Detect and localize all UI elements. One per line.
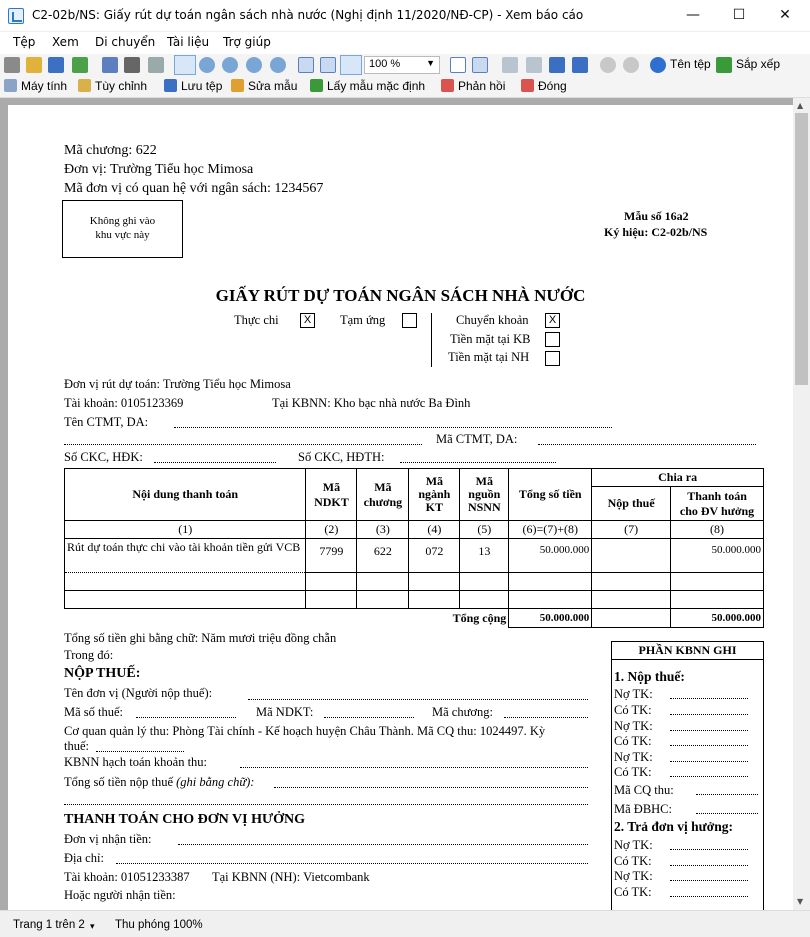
kbnn-dots (670, 761, 748, 762)
last-page-icon[interactable] (572, 57, 588, 73)
back-icon[interactable] (600, 57, 616, 73)
row-pay: 50.000.000 (671, 539, 764, 573)
tax-amount-label (64, 775, 254, 790)
option-cash-kb-label: Tiền mặt tại KB (450, 332, 531, 346)
header-source (460, 469, 509, 521)
save-icon[interactable] (48, 57, 64, 73)
header-sector (409, 469, 460, 521)
row-chapter: 622 (357, 539, 409, 573)
payer-name-dots (248, 699, 588, 700)
tax-authority: Cơ quan quản lý thu: Phòng Tài chính - Kế hoạch huyện Châu Thành. Mã CQ thu: 1024497. Kỳ (64, 724, 546, 738)
default-template-label: Lấy mẫu mặc định (327, 79, 426, 93)
option-divider (431, 313, 432, 367)
row-total: 50.000.000 (509, 539, 592, 573)
kbnn-no-3: Nợ TK: (614, 750, 653, 764)
zoom-tool-icon[interactable] (199, 57, 215, 73)
kbnn-co-1: Có TK: (614, 703, 652, 717)
kbnn-no-2: Nợ TK: (614, 719, 653, 733)
header-ndkt-1: Mã (322, 479, 341, 494)
header-pay-2: cho ĐV hưởng (679, 503, 755, 518)
row-ndkt: 7799 (306, 539, 357, 573)
tax-chapter-dots (504, 717, 588, 718)
page-dropdown-icon[interactable]: ▾ (90, 921, 95, 931)
header-source-1: Mã (475, 474, 493, 488)
header-chapter (357, 469, 409, 521)
menu-view[interactable]: Xem (52, 35, 79, 49)
kbnn-dots (696, 794, 758, 795)
col-num-3: (3) (357, 521, 409, 539)
account-number: Tài khoản: 0105123369 (64, 396, 184, 410)
zoom-out-icon[interactable] (246, 57, 262, 73)
row-sector: 072 (409, 539, 460, 573)
whole-page-icon[interactable] (320, 57, 336, 73)
kbnn-sec2: 2. Trả đơn vị hưởng: (614, 819, 733, 834)
header-chapter-2: chương (363, 494, 403, 509)
menu-help[interactable]: Trợ giúp (223, 35, 271, 49)
tax-amount-dots (274, 787, 588, 788)
page-indicator[interactable]: Trang 1 trên 2 (13, 919, 85, 931)
payment-table (64, 468, 764, 628)
receiver-dots (178, 844, 588, 845)
zoom-select[interactable] (364, 56, 440, 74)
tax-section-title: NỘP THUẾ: (64, 666, 141, 681)
edit-icon (231, 79, 244, 92)
customize-icon (78, 79, 91, 92)
ckc-hdk-label: Số CKC, HĐK: (64, 450, 143, 464)
single-page-icon[interactable] (450, 57, 466, 73)
header-ndkt (306, 469, 357, 521)
header-pay (671, 487, 764, 521)
kbnn-sec1: 1. Nộp thuế: (614, 669, 685, 684)
close-button[interactable]: ✕ (779, 7, 791, 23)
tax-period-label: thuế: (64, 739, 89, 753)
status-bar (0, 910, 810, 937)
header-sector-3: KT (425, 500, 444, 514)
toolbar-actions (0, 76, 810, 98)
edit-template-label: Sửa mẫu (248, 79, 298, 93)
sum-pay: 50.000.000 (671, 609, 764, 628)
actual-size-icon[interactable] (340, 55, 362, 75)
form-code: Ký hiệu: C2-02b/NS (604, 225, 708, 239)
sum-label: Tổng cộng (65, 609, 509, 628)
first-page-icon[interactable] (502, 57, 518, 73)
next-page-icon[interactable] (549, 57, 565, 73)
find-icon[interactable] (124, 57, 140, 73)
option-cash-nh-checkbox (545, 351, 560, 366)
option-actual-label: Thực chi (234, 313, 279, 327)
scroll-up-icon[interactable]: ▲ (797, 101, 804, 110)
receiver-bank: Tại KBNN (NH): Vietcombank (212, 870, 370, 884)
col-num-6: (6)=(7)+(8) (509, 521, 592, 539)
menu-navigate[interactable]: Di chuyển (95, 35, 156, 49)
chevron-down-icon: ▼ (426, 58, 435, 68)
info-icon[interactable] (650, 57, 666, 73)
kbnn-dots (670, 745, 748, 746)
header-source-2: nguồn (468, 487, 501, 501)
unit-name: Đơn vị: Trường Tiểu học Mimosa (64, 162, 254, 177)
ctmt-name-dots (174, 427, 612, 428)
receiver-label: Đơn vị nhận tiền: (64, 832, 152, 846)
tax-code-dots (136, 717, 236, 718)
col-num-5: (5) (460, 521, 509, 539)
or-person-label: Hoặc người nhận tiền: (64, 888, 176, 902)
unit-code: Mã đơn vị có quan hệ với ngân sách: 1234567 (64, 181, 324, 196)
previous-page-icon[interactable] (526, 57, 542, 73)
kbnn-no-1: Nợ TK: (614, 687, 653, 701)
header-sector-1: Mã (425, 474, 444, 488)
feedback-button[interactable] (441, 79, 505, 93)
option-cash-nh-label: Tiền mặt tại NH (448, 350, 530, 364)
table-row (65, 591, 764, 609)
form-number: Mẫu số 16a2 (624, 209, 689, 223)
kbnn-co-5: Có TK: (614, 885, 652, 899)
col-num-7: (7) (592, 521, 671, 539)
kbnn-dots (670, 714, 748, 715)
kbnn-dots (670, 896, 748, 897)
ctmt-code-dots (538, 444, 756, 445)
save-file-label: Lưu tệp (181, 79, 223, 93)
kbnn-account-dots (240, 767, 588, 768)
feedback-label: Phản hồi (458, 79, 506, 93)
tax-period-dots (96, 751, 184, 752)
header-content: Nội dung thanh toán (65, 469, 306, 521)
report-viewport[interactable] (0, 98, 793, 910)
ctmt-line-dots (64, 444, 422, 445)
header-sector-2: ngành (418, 487, 451, 501)
ctmt-code-label: Mã CTMT, DA: (436, 432, 518, 446)
option-advance-label: Tạm ứng (340, 313, 386, 327)
payer-name-label: Tên đơn vị (Người nộp thuế): (64, 686, 213, 700)
address-dots (116, 863, 588, 864)
menu-bar (0, 32, 810, 54)
zoom-indicator: Thu phóng 100% (115, 919, 203, 931)
row-content: Rút dự toán thực chi vào tài khoản tiền gửi VCB (65, 539, 306, 573)
row-source: 13 (460, 539, 509, 573)
header-tax: Nộp thuế (592, 487, 671, 521)
receiver-account: Tài khoản: 01051233387 (64, 870, 190, 884)
no-write-line1: Không ghi vào (89, 215, 156, 227)
vertical-scrollbar[interactable] (793, 98, 810, 910)
option-transfer-checkbox: X (545, 313, 560, 328)
printer-label: Máy tính (21, 79, 68, 93)
tax-chapter-label: Mã chương: (432, 705, 493, 719)
option-actual-checkbox: X (300, 313, 315, 328)
undo-icon (310, 79, 323, 92)
close-report-label: Đóng (538, 79, 567, 93)
window-title: C2-02b/NS: Giấy rút dự toán ngân sách nhà nước (Nghị định 11/2020/NĐ-CP) - Xem báo cáo (32, 8, 584, 22)
thumbnails-icon[interactable] (102, 57, 118, 73)
tax-ndkt-dots (324, 717, 414, 718)
filename-button[interactable]: Tên tệp (670, 57, 711, 71)
kbnn-co-4: Có TK: (614, 854, 652, 868)
pay-section-title: THANH TOÁN CHO ĐƠN VỊ HƯỞNG (64, 812, 306, 827)
option-advance-checkbox (402, 313, 417, 328)
kbnn-dbhc: Mã ĐBHC: (614, 802, 672, 816)
menu-file[interactable]: Tệp (13, 35, 36, 49)
printer-button[interactable] (4, 79, 67, 93)
col-num-2: (2) (306, 521, 357, 539)
no-write-box (62, 200, 183, 258)
sum-total: 50.000.000 (509, 609, 592, 628)
ckc-hdk-dots (154, 462, 276, 463)
forward-icon[interactable] (623, 57, 639, 73)
address-label: Địa chỉ: (64, 851, 104, 865)
table-row (65, 573, 764, 591)
header-pay-1: Thanh toán (687, 488, 747, 503)
sort-button[interactable]: Sắp xếp (736, 57, 781, 71)
zoom-value: 100 % (369, 58, 401, 70)
option-cash-kb-checkbox (545, 332, 560, 347)
header-ndkt-2: NDKT (314, 494, 349, 509)
header-split: Chia ra (592, 469, 764, 487)
zoom-rect-icon[interactable] (270, 57, 286, 73)
export-icon[interactable] (72, 57, 88, 73)
document-title: GIẤY RÚT DỰ TOÁN NGÂN SÁCH NHÀ NƯỚC (215, 286, 586, 305)
kbnn-dots (696, 813, 758, 814)
minimize-button[interactable]: — (686, 7, 700, 23)
page-width-icon[interactable] (298, 57, 314, 73)
tax-amount-dots-2 (64, 804, 588, 805)
header-source-3: NSNN (467, 500, 501, 514)
save-file-icon (164, 79, 177, 92)
kbnn-dots (670, 880, 748, 881)
default-template-button[interactable] (310, 79, 425, 93)
kbnn-box-header: PHẦN KBNN GHI (612, 642, 763, 660)
withdraw-unit: Đơn vị rút dự toán: Trường Tiểu học Mimosa (64, 377, 291, 391)
feedback-icon (441, 79, 454, 92)
sort-icon[interactable] (716, 57, 732, 73)
col-num-4: (4) (409, 521, 460, 539)
close-report-button[interactable] (521, 79, 567, 93)
kbnn-dots (670, 849, 748, 850)
maximize-button[interactable]: ☐ (732, 7, 746, 23)
title-bar (0, 0, 810, 32)
table-sum-row (65, 609, 764, 628)
app-icon (8, 8, 24, 24)
scroll-down-icon[interactable]: ▼ (797, 897, 804, 906)
kbnn-dots (670, 730, 748, 731)
kbnn-dots (670, 776, 748, 777)
report-page (8, 105, 793, 910)
header-chapter-1: Mã (374, 479, 392, 494)
toolbar (0, 54, 810, 76)
chapter-code: Mã chương: 622 (64, 143, 157, 158)
amount-in-words: Tổng số tiền ghi bằng chữ: Năm mươi triệu đồng chẵn (64, 631, 337, 645)
ctmt-name-label: Tên CTMT, DA: (64, 415, 149, 429)
kbnn-no-5: Nợ TK: (614, 869, 653, 883)
kbnn-dots (670, 865, 748, 866)
kbnn-co-3: Có TK: (614, 765, 652, 779)
kbnn-box (611, 641, 764, 910)
close-report-icon (521, 79, 534, 92)
option-transfer-label: Chuyển khoản (456, 313, 529, 327)
kbnn-cq-thu: Mã CQ thu: (614, 783, 674, 797)
kbnn-co-2: Có TK: (614, 734, 652, 748)
sum-tax (592, 609, 671, 628)
print-icon[interactable] (4, 57, 20, 73)
header-total: Tổng số tiền (509, 469, 592, 521)
row-tax (592, 539, 671, 573)
col-num-1: (1) (65, 521, 306, 539)
tax-amount-italic: (ghi bằng chữ): (176, 775, 255, 789)
of-which: Trong đó: (64, 648, 114, 662)
customize-button[interactable] (78, 79, 147, 93)
printer-icon (4, 79, 17, 92)
edit-template-button[interactable] (231, 79, 297, 93)
continuous-page-icon[interactable] (472, 57, 488, 73)
table-row (65, 539, 764, 573)
tax-code-label: Mã số thuế: (64, 705, 124, 719)
kbnn-account-label: KBNN hạch toán khoản thu: (64, 755, 208, 769)
tax-amount-prefix: Tổng số tiền nộp thuế (64, 775, 177, 789)
zoom-in-icon[interactable] (222, 57, 238, 73)
ckc-hdth-label: Số CKC, HĐTH: (298, 450, 385, 464)
kbnn-dots (670, 698, 748, 699)
ckc-hdth-dots (400, 462, 556, 463)
scroll-thumb[interactable] (795, 113, 808, 385)
col-num-8: (8) (671, 521, 764, 539)
menu-document[interactable]: Tài liệu (167, 35, 210, 49)
kbnn-no-4: Nợ TK: (614, 838, 653, 852)
no-write-line2: khu vực này (95, 229, 150, 241)
customize-label: Tùy chỉnh (95, 79, 148, 93)
hand-tool-icon[interactable] (174, 55, 196, 75)
document-search-icon[interactable] (148, 57, 164, 73)
open-folder-icon[interactable] (26, 57, 42, 73)
tax-ndkt-label: Mã NDKT: (256, 705, 314, 719)
save-file-button[interactable] (164, 79, 222, 93)
kbnn-name: Tại KBNN: Kho bạc nhà nước Ba Đình (272, 396, 471, 410)
